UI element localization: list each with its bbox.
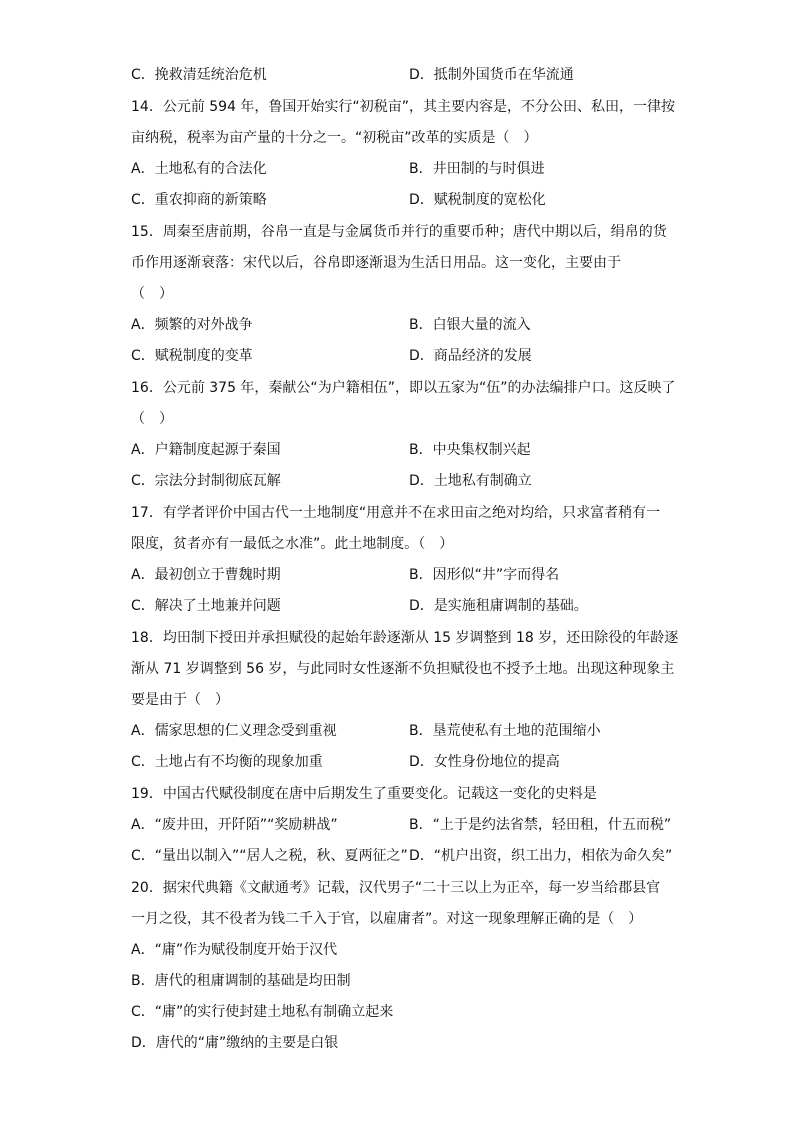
q16-stem-line-2: （ ）: [131, 411, 173, 427]
q14-stem-line-1: 14．公元前 594 年，鲁国开始实行“初税亩”，其主要内容是，不分公田、私田，一律按: [131, 99, 675, 115]
q16-option-a: A．户籍制度起源于秦国: [131, 442, 281, 458]
q19-option-b: B．“上于是约法省禁，轻田租，什五而税”: [409, 817, 672, 833]
q20-option-c: C．“庸”的实行使封建土地私有制确立起来: [131, 1004, 394, 1020]
q17-option-c: C．解决了土地兼并问题: [131, 598, 281, 614]
q18-option-c: C．土地占有不均衡的现象加重: [131, 754, 323, 770]
q16-option-d: D．土地私有制确立: [409, 473, 532, 489]
q19-stem-line-1: 19．中国古代赋役制度在唐中后期发生了重要变化。记载这一变化的史料是: [131, 786, 597, 802]
q19-option-a: A．“废井田，开阡陌”“奖励耕战”: [131, 817, 338, 833]
q17-option-b: B．因形似“井”字而得名: [409, 567, 560, 583]
q18-stem-line-3: 要是由于（ ）: [131, 692, 229, 708]
q14-option-b: B．井田制的与时俱进: [409, 161, 545, 177]
q16-option-c: C．宗法分封制彻底瓦解: [131, 473, 281, 489]
q16-option-b: B．中央集权制兴起: [409, 442, 531, 458]
q17-stem-line-1: 17．有学者评价中国古代一土地制度“用意并不在求田亩之绝对均给，只求富者稍有一: [131, 505, 661, 521]
q18-option-b: B．垦荒使私有土地的范围缩小: [409, 723, 601, 739]
q20-option-a: A．“庸”作为赋役制度开始于汉代: [131, 942, 338, 958]
q20-option-d: D．唐代的“庸”缴纳的主要是白银: [131, 1035, 339, 1051]
q18-option-a: A．儒家思想的仁义理念受到重视: [131, 723, 337, 739]
q20-stem-line-1: 20．据宋代典籍《文献通考》记载，汉代男子“二十三以上为正卒，每一岁当给郡县官: [131, 880, 661, 896]
q14-option-a: A．土地私有的合法化: [131, 161, 267, 177]
q14-option-d: D．赋税制度的宽松化: [409, 192, 546, 208]
q17-option-d: D．是实施租庸调制的基础。: [409, 598, 588, 614]
q15-stem-line-1: 15．周秦至唐前期，谷帛一直是与金属货币并行的重要币种；唐代中期以后，绢帛的货: [131, 224, 667, 240]
q20-option-b: B．唐代的租庸调制的基础是均田制: [131, 973, 351, 989]
q15-option-b: B．白银大量的流入: [409, 317, 531, 333]
q15-option-c: C．赋税制度的变革: [131, 348, 253, 364]
q20-stem-line-2: 一月之役，其不役者为钱二千入于官，以雇庸者”。对这一现象理解正确的是（ ）: [131, 911, 643, 927]
q15-option-a: A．频繁的对外战争: [131, 317, 253, 333]
q18-option-d: D．女性身份地位的提高: [409, 754, 560, 770]
q16-stem-line-1: 16．公元前 375 年，秦献公“为户籍相伍”，即以五家为“伍”的办法编排户口。这反映了: [131, 380, 676, 396]
q18-stem-line-1: 18．均田制下授田并承担赋役的起始年龄逐渐从 15 岁调整到 18 岁，还田除役的年龄逐: [131, 630, 679, 646]
q15-stem-line-2: 币作用逐渐衰落：宋代以后，谷帛即逐渐退为生活日用品。这一变化，主要由于: [131, 255, 621, 271]
prev-option-c: C．挽救清廷统治危机: [131, 67, 267, 83]
q15-stem-line-3: （ ）: [131, 286, 173, 302]
q14-option-c: C．重农抑商的新策略: [131, 192, 267, 208]
q19-option-d: D．“机户出资，织工出力，相依为命久矣”: [409, 848, 673, 864]
q18-stem-line-2: 渐从 71 岁调整到 56 岁，与此同时女性逐渐不负担赋役也不授予土地。出现这种现象主: [131, 661, 675, 677]
q17-stem-line-2: 限度，贫者亦有一最低之水准”。此土地制度。（ ）: [131, 536, 454, 552]
q19-option-c: C．“量出以制入”“居人之税，秋、夏两征之”: [131, 848, 408, 864]
prev-option-d: D．抵制外国货币在华流通: [409, 67, 574, 83]
q14-stem-line-2: 亩纳税，税率为亩产量的十分之一。“初税亩”改革的实质是（ ）: [131, 130, 538, 146]
q17-option-a: A．最初创立于曹魏时期: [131, 567, 281, 583]
q15-option-d: D．商品经济的发展: [409, 348, 532, 364]
